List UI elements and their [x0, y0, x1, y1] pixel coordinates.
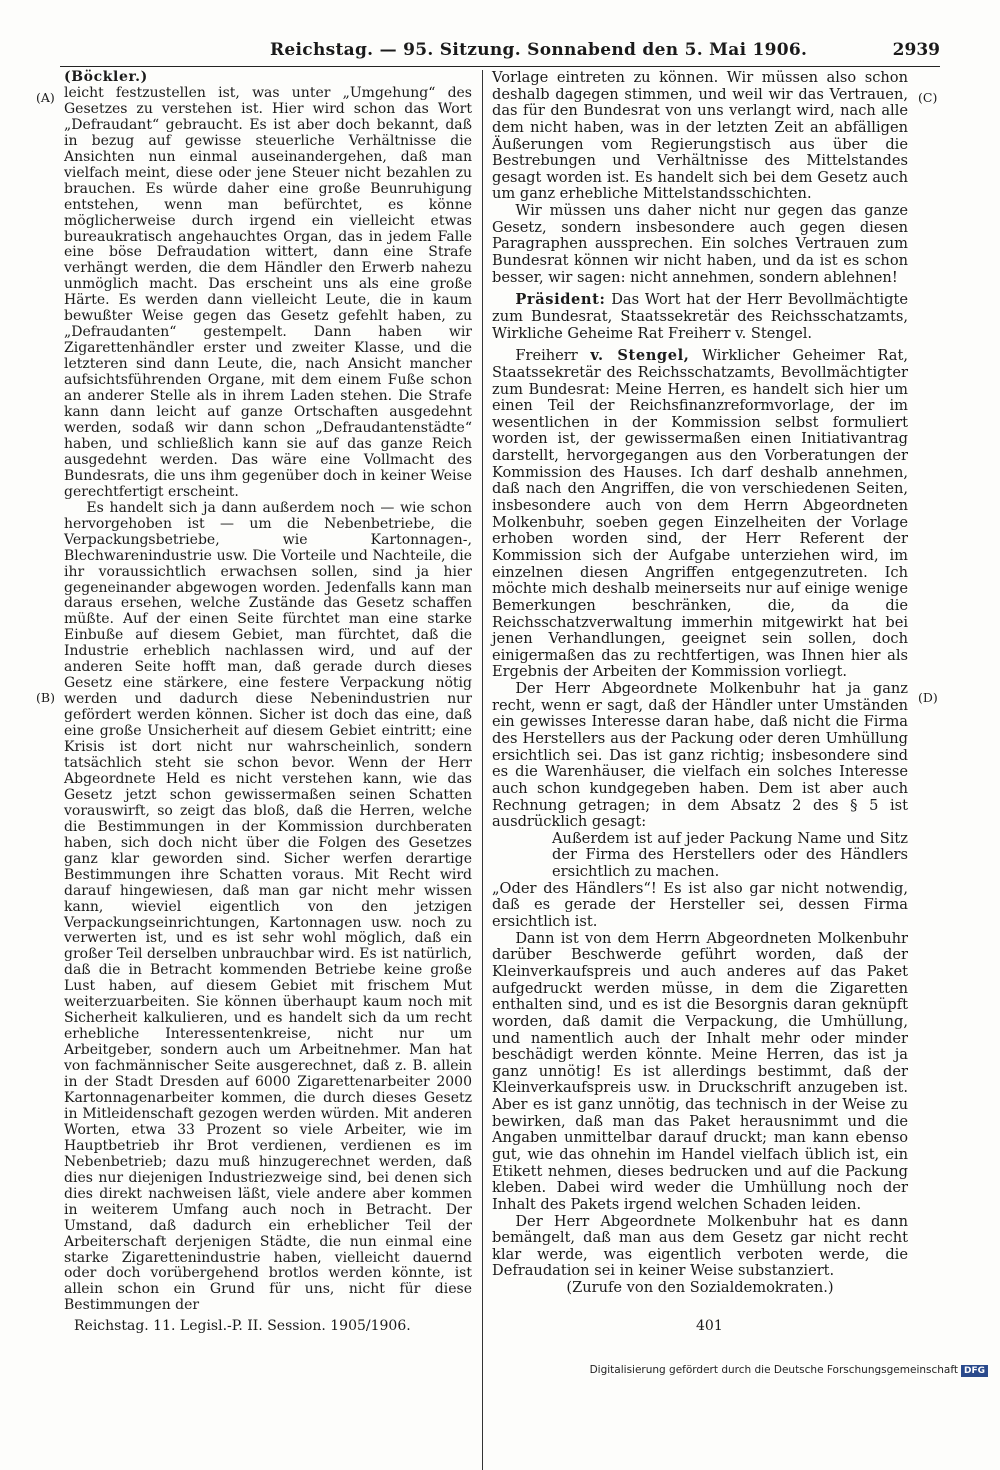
speaker-tag: (Böckler.) [64, 69, 148, 85]
right-paragraph-5: „Oder des Händlers“! Es ist also gar nicht notwendig, daß es gerade der Hersteller sei, dessen Firma ersichtlich ist. [492, 879, 908, 931]
interjection: (Zurufe von den Sozialdemokraten.) [566, 1279, 834, 1297]
running-header [60, 40, 970, 66]
president-text: Das Wort hat der Herr Bevollmächtigte zum Bundesrat, Staatssekretär des Reichsschatzamts, Wirkliche Geheime Rat Freiherr v. Stengel. [492, 291, 909, 342]
margin-marker-c: (C) [918, 90, 938, 105]
header-rule [60, 66, 940, 67]
stengel-name: v. Stengel, [590, 347, 690, 365]
left-column [64, 70, 472, 1314]
stengel-statement [492, 348, 908, 681]
stengel-text: Wirklicher Geheimer Rat, Staatssekretär des Reichsschatzamts, Bevollmächtigter zum Bundesrat: Meine Herren, es handelt sich hier um einen Teil der Reichsfinanzreformvorlage, der im wesentlichen in der Kommission selbst formuliert worden ist, der gewissermaßen einen Initiativantrag darstellt, hervorgegangen aus den Vorberatungen der Kommission des Hauses. Ich darf deshalb annehmen, daß nach den Angriffen, die von verschiedenen Seiten, insbesondere auch von dem Herrn Abgeordneten Molkenbuhr, soeben gegen Einzelheiten der Vorlage erhoben worden sind, der Herr Referent der Kommission sich der Aufgabe unterziehen wird, im einzelnen diesen Angriffen entgegenzutreten. Ich möchte mich deshalb meinerseits nur auf einige wenige Bemerkungen beschränken, die, da die Reichsschatzverwaltung immerhin mitgewirkt hat bei jenen Verhandlungen, geeignet sein sollen, doch einigermaßen das zu rechtfertigen, was Ihnen hier als Ergebnis der Arbeiten der Kommission vorliegt. [492, 347, 909, 681]
digitization-credit [590, 1364, 988, 1377]
running-title: Reichstag. — 95. Sitzung. Sonnabend den 5. Mai 1906. [270, 40, 808, 60]
left-paragraph-1: leicht festzustellen ist, was unter „Umgehung“ des Gesetzes zu verstehen ist. Hier wird schon das Wort „Defraudant“ gebraucht. Es ist aber doch bekannt, daß in bezug auf gewisse steuerliche Verhältnisse die Ansichten nun einmal auseinandergehen, daß man vielfach meint, diese oder jene Steuer nicht bezahlen zu brauchen. Es würde daher eine große Beunruhigung entstehen, wenn man befürchtet, es könne möglicherweise durch irgend ein vielleicht etwas bureaukratisch angehauchtes Organ, das in jedem Falle eine böse Defraudation wittert, dann eine Strafe verhängt werden, die dem Händler den Erwerb nahezu unmöglich macht. Das erscheint uns als eine große Härte. Es werden dann vielleicht Leute, die in kaum bewußter Weise gegen das Gesetz gefehlt haben, zu „Defraudanten“ gestempelt. Dann haben wir Zigarettenhändler erster und zweiter Klasse, und die letzteren sind dann Leute, die, nach Ansicht mancher aufsichtsführenden Organe, mit dem einem Fuße schon an anderer Stelle als in ihrem Laden stehen. Die Strafe kann dann leicht auf ganze Ortschaften ausgedehnt werden, sodaß wir dann schon „Defraudantenstädte“ haben, und schließlich kann sie auf das ganze Reich ausgedehnt werden. Das wäre eine Vollmacht des Bundesrats, die uns ihm gegenüber doch in keiner Weise gerechtfertigt erscheint. [64, 84, 472, 500]
right-paragraph-4: Der Herr Abgeordnete Molkenbuhr hat ja ganz recht, wenn er sagt, daß der Händler unter Umständen ein gewisses Interesse daran habe, daß nicht die Firma des Herstellers aus der Packung oder deren Umhüllung ersichtlich sei. Das ist ganz richtig; insbesondere sind es die Warenhäuser, die vielfach ein solches Interesse auch schon kundgegeben haben. Dem ist aber auch Rechnung getragen; in dem Absatz 2 des § 5 ist ausdrücklich gesagt: [492, 680, 908, 831]
law-quote: Außerdem ist auf jeder Packung Name und Sitz der Firma des Herstellers oder des Händlers ersichtlich zu machen. [552, 829, 908, 881]
right-column [492, 70, 908, 1297]
president-label: Präsident: [515, 291, 606, 309]
left-paragraph-2: Es handelt sich ja dann außerdem noch — wie schon hervorgehoben ist — um die Nebenbetriebe, die Verpackungsbetriebe, wie Kartonnagen-, Blechwarenindustrie usw. Die Vorteile und Nachteile, die ihr voraussichtlich erwachsen sollen, sind ja hier gegeneinander abgewogen worden. Jedenfalls kann man daraus ersehen, welche Zustände das Gesetz schaffen müßte. Auf der einen Seite fürchtet man eine starke Einbuße auf diesem Gebiet, man fürchtet, daß die Industrie erheblich nachlassen wird, und auf der anderen Seite hofft man, daß gerade durch dieses Gesetz eine stärkere, eine festere Verpackung nötig werden und dadurch diese Nebenindustrien nur gefördert werden können. Sicher ist doch das eine, daß eine große Unsicherheit auf diesem Gebiet eintritt; eine Krisis ist dort nicht nur wahrscheinlich, sondern tatsächlich steht sie schon bevor. Wenn der Herr Abgeordnete Held es nicht verstehen kann, wie das Gesetz jetzt schon gewissermaßen seinen Schatten vorauswirft, so zeigt das bloß, daß die Herren, welche die Bestimmungen in der Kommission durchberaten haben, sich doch nicht über die Folgen des Gesetzes ganz klar geworden sind. Sicher werfen derartige Bestimmungen ihre Schatten voraus. Mit Recht wird darauf hingewiesen, daß man gar nicht mehr wissen kann, wieviel eigentlich von den jetzigen Verpackungseinrichtungen, Kartonnagen usw. noch zu verwerten ist, und es ist sehr wohl möglich, daß ein großer Teil derselben unbrauchbar wird. Es ist natürlich, daß die in Betracht kommenden Betriebe keine große Lust haben, auf diesem Gebiet mit frischem Mut weiterzuarbeiten. Sie können überhaupt kaum noch mit Sicherheit kalkulieren, und es handelt sich da um recht erhebliche Interessentenkreise, nicht nur um Arbeitgeber, sondern auch um Arbeitnehmer. Man hat von fachmännischer Seite ausgerechnet, daß z. B. allein in der Stadt Dresden auf 6000 Zigarettenarbeiter 2000 Kartonnagenarbeiter kommen, die durch dieses Gesetz in Mitleidenschaft gezogen werden würden. Mit anderen Worten, etwa 33 Prozent so viele Arbeiter, wie im Hauptbetrieb ihr Brot verdienen, verdienen es im Nebenbetrieb; dazu muß hinzugerechnet werden, daß dies nur diejenigen Industriezweige sind, bei denen sich dies direkt nachweisen läßt, viele andere aber kommen in weiterem Umfang auch noch in Betracht. Der Umstand, daß dadurch ein erheblicher Teil der Arbeiterschaft derjenigen Städte, die nun einmal eine starke Zigarettenindustrie haben, vielleicht dauernd oder doch vorübergehend brotlos werden könnte, ist allein schon ein Grund für uns, nicht für diese Bestimmungen der [64, 499, 472, 1314]
footer-folio: 401 [696, 1318, 723, 1334]
margin-marker-b: (B) [36, 690, 55, 705]
stengel-prefix: Freiherr [515, 347, 578, 365]
right-paragraph-6: Dann ist von dem Herrn Abgeordneten Molkenbuhr darüber Beschwerde geführt worden, daß der Kleinverkaufspreis und auch anderes auf das Paket aufgedruckt werden müsse, in dem die Zigaretten enthalten sind, und es ist die Besorgnis daran geknüpft worden, daß damit die Verpackung, die Umhüllung, und namentlich auch der Inhalt mehr oder minder beschädigt werden könnte. Meine Herren, das ist ja ganz unnötig! Es ist allerdings bestimmt, daß der Kleinverkaufspreis usw. in Druckschrift anzugeben ist. Aber es ist ganz unnötig, das technisch in der Weise zu bewirken, daß man das Paket herausnimmt und die Angaben unmittelbar darauf druckt; man kann ebenso gut, wie das ohnehin im Handel vielfach üblich ist, ein Etikett nehmen, dieses bedrucken und auf die Packung kleben. Dabei wird weder die Umhüllung noch der Inhalt des Pakets irgend welchen Schaden leiden. [492, 929, 908, 1213]
right-paragraph-2: Wir müssen uns daher nicht nur gegen das ganze Gesetz, sondern insbesondere auch gegen diesen Paragraphen aussprechen. Ein solches Vertrauen zum Bundesrat können wir nicht haben, und da ist es schon besser, wir sagen: nicht annehmen, sondern ablehnen! [492, 202, 908, 286]
margin-marker-d: (D) [918, 690, 938, 705]
right-paragraph-7: Der Herr Abgeordnete Molkenbuhr hat es dann bemängelt, daß man aus dem Gesetz gar nicht recht klar werde, was eigentlich verboten werde, die Defraudation sei in keiner Weise substanziert. [492, 1212, 908, 1280]
page-number: 2939 [892, 40, 940, 60]
footer-session: Reichstag. 11. Legisl.-P. II. Session. 1905/1906. [74, 1318, 411, 1334]
credit-text: Digitalisierung gefördert durch die Deutsche Forschungsgemeinschaft [589, 1364, 958, 1376]
margin-marker-a: (A) [36, 90, 55, 105]
dfg-logo: DFG [961, 1365, 988, 1377]
right-paragraph-1: Vorlage eintreten zu können. Wir müssen also schon deshalb dagegen stimmen, und weil wir das Vertrauen, das für den Bundesrat von uns verlangt wird, nach alle dem nicht haben, was in der letzten Zeit an abfälligen Äußerungen vom Regierungstisch aus über die Bestrebungen und Verhältnisse des Mittelstandes gesagt worden ist. Es handelt sich bei dem Gesetz auch um ganz erhebliche Mittelstandsschichten. [492, 69, 908, 203]
column-divider [482, 70, 483, 1470]
president-statement [492, 292, 908, 342]
